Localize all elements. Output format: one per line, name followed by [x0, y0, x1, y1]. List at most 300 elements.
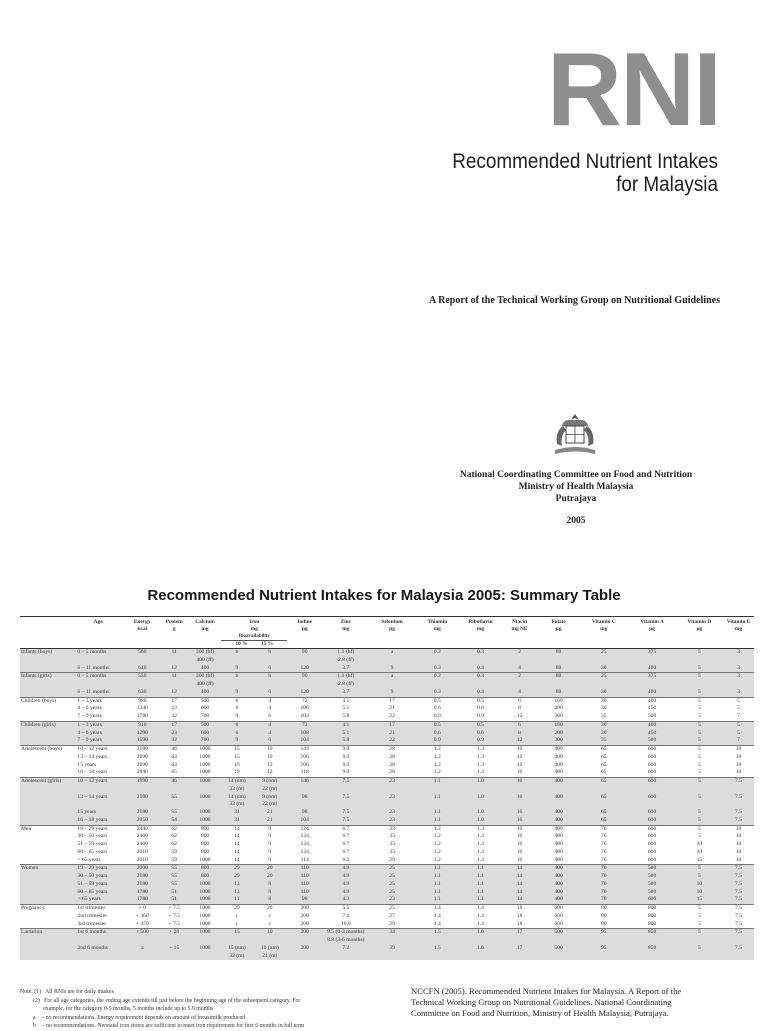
value-cell: 5	[697, 905, 701, 911]
value-cell: 800	[647, 912, 657, 919]
summary-table-title: Recommended Nutrient Intakes for Malaysia 2005: Summary Table	[147, 587, 621, 604]
age-cell: 1 – 3 years	[71, 721, 124, 729]
age-cell	[71, 937, 124, 945]
value-cell: 14 (nm)	[221, 794, 252, 802]
value-cell: 17	[501, 945, 538, 953]
rni-logo: RNI	[546, 32, 720, 148]
value-cell: 5	[676, 778, 723, 786]
value-cell	[125, 937, 160, 945]
value-cell: 400	[189, 689, 222, 697]
value-cell: 80	[538, 689, 579, 697]
value-cell: 15 (nm)	[221, 945, 252, 953]
value-cell: 1000	[189, 929, 222, 937]
value-cell: 9	[268, 848, 272, 855]
value-cell: 6.7	[342, 848, 350, 855]
value-cell	[723, 953, 754, 961]
value-cell	[369, 786, 414, 794]
value-cell: 3	[723, 649, 754, 657]
value-cell: 106	[300, 761, 309, 768]
value-cell: 27	[389, 912, 395, 919]
value-cell: 0.3	[460, 649, 501, 657]
value-cell: 500	[189, 721, 222, 729]
value-cell: 98	[287, 794, 322, 802]
value-cell: 1.0	[460, 794, 501, 802]
age-cell: 7 – 9 years	[71, 737, 124, 745]
value-cell: 600	[554, 905, 563, 911]
value-cell	[723, 657, 754, 665]
age-cell: 4 – 6 years	[71, 730, 124, 738]
table-row	[20, 841, 754, 849]
value-cell: 29	[389, 920, 395, 927]
table-row	[20, 649, 754, 657]
value-cell: 0.5	[415, 721, 460, 729]
value-cell: 4.3	[322, 896, 369, 904]
value-cell: 55	[160, 881, 189, 889]
value-cell: 6.7	[342, 833, 350, 840]
value-cell: 9	[268, 825, 272, 832]
value-cell: 1000	[199, 920, 211, 927]
value-cell: 3.7	[322, 665, 369, 673]
value-cell: 7.5	[723, 778, 754, 786]
table-row	[20, 794, 754, 802]
value-cell: 5	[697, 825, 701, 832]
value-cell: 95	[579, 945, 628, 953]
value-cell	[221, 657, 252, 665]
value-cell	[252, 937, 287, 945]
table-row	[20, 769, 754, 777]
value-cell: 17	[369, 721, 414, 729]
value-cell: 1.4	[433, 912, 441, 919]
value-cell: 1.0	[460, 778, 501, 786]
value-cell: 16	[516, 833, 523, 840]
value-cell: 16	[501, 778, 538, 786]
value-cell: 0.3	[415, 689, 460, 697]
value-cell: 1.3	[476, 825, 484, 832]
value-cell: 1340	[136, 705, 148, 712]
value-cell: 65	[579, 817, 628, 825]
value-cell: 0.3	[460, 673, 501, 681]
value-cell: b	[221, 673, 252, 681]
value-cell: 1.3	[476, 841, 484, 847]
value-cell: 1.2	[433, 833, 441, 840]
value-cell: 65	[600, 761, 607, 768]
value-cell: 14	[501, 889, 538, 897]
value-cell: 300 (bf)	[189, 673, 222, 681]
value-cell: 14	[501, 865, 538, 873]
age-cell: 2nd 6 months	[71, 945, 124, 953]
value-cell: 9	[268, 841, 272, 847]
value-cell: 600	[628, 817, 675, 825]
value-cell: 22 (m)	[252, 786, 287, 794]
value-cell: 16	[516, 769, 523, 776]
value-cell: 640	[125, 665, 160, 673]
value-cell: 80	[600, 912, 607, 919]
table-row	[20, 801, 754, 809]
value-cell: 0.9	[433, 713, 441, 719]
value-cell	[415, 657, 460, 665]
value-cell: c	[268, 912, 271, 919]
table-row	[20, 953, 754, 961]
value-cell: 8	[252, 896, 287, 904]
value-cell: 25	[389, 905, 395, 911]
value-cell: 5.1	[322, 730, 369, 738]
value-cell: 6	[252, 737, 287, 745]
value-cell: 400	[628, 665, 675, 673]
value-cell	[501, 681, 538, 689]
value-cell: 9.0	[342, 761, 350, 768]
value-cell: 124	[300, 848, 309, 855]
value-cell: 14	[234, 833, 240, 840]
value-cell: 5	[697, 769, 701, 776]
value-cell	[415, 937, 460, 945]
value-cell: 9	[369, 665, 414, 673]
value-cell: 21	[369, 730, 414, 738]
value-cell: 14 (nm)	[221, 778, 252, 786]
value-cell: 1000	[199, 753, 211, 760]
value-cell: 80	[538, 673, 579, 681]
value-cell: 110	[287, 865, 322, 873]
header-group	[20, 617, 71, 649]
value-cell: 3	[723, 665, 754, 673]
value-cell: 124	[300, 825, 309, 832]
value-cell: 600	[628, 778, 675, 786]
value-cell	[125, 786, 160, 794]
value-cell: 1.1 (bf)	[322, 673, 369, 681]
value-cell: 500	[628, 865, 675, 873]
value-cell: 8	[252, 889, 287, 897]
value-cell: 7.5	[735, 905, 742, 911]
value-cell: 800	[200, 841, 210, 847]
value-cell: 80	[538, 649, 579, 657]
value-cell: 0.6	[476, 705, 484, 712]
group-women	[20, 865, 754, 905]
value-cell: 10	[735, 761, 742, 768]
value-cell: 10	[696, 848, 703, 855]
value-cell	[579, 953, 628, 961]
value-cell: 4	[268, 705, 272, 712]
value-cell: 29	[221, 865, 252, 873]
publication-year: 2005	[566, 516, 586, 526]
value-cell: 1.3	[476, 848, 484, 855]
table-row	[20, 713, 754, 721]
value-cell: 16	[516, 746, 523, 752]
table-row	[20, 945, 754, 953]
value-cell: 3	[723, 673, 754, 681]
value-cell: 8	[518, 705, 521, 712]
value-cell: 1.6	[460, 945, 501, 953]
value-cell: 1.3	[476, 833, 484, 840]
value-cell: 15	[676, 896, 723, 904]
value-cell: 400	[538, 778, 579, 786]
value-cell: 1.5	[415, 945, 460, 953]
value-cell: 4.1	[342, 697, 350, 704]
value-cell: 800	[200, 825, 210, 832]
value-cell: 6	[221, 721, 252, 729]
value-cell: 1000	[189, 945, 222, 953]
group-label: Lactation	[20, 929, 71, 961]
value-cell: 600	[647, 769, 657, 776]
value-cell: 1.2	[433, 856, 441, 863]
value-cell: 600	[628, 794, 675, 802]
value-cell: 500	[538, 945, 579, 953]
header-protein: Protein g	[165, 619, 183, 632]
value-cell: 1.2	[433, 841, 441, 847]
value-cell: 14	[234, 841, 240, 847]
table-row	[20, 689, 754, 697]
value-cell: 23	[160, 730, 189, 738]
value-cell: + 7.5	[168, 905, 180, 911]
value-cell	[369, 657, 414, 665]
value-cell: 104	[287, 737, 322, 745]
table-row	[20, 786, 754, 794]
table-row	[20, 865, 754, 873]
value-cell: 9.0	[342, 753, 350, 760]
value-cell: 0.5	[433, 697, 441, 704]
group-label: Adolescent (girls)	[20, 778, 71, 826]
table-row	[20, 673, 754, 681]
value-cell: 16	[501, 809, 538, 817]
value-cell: 62	[171, 825, 177, 832]
value-cell	[723, 786, 754, 794]
value-cell: 850	[628, 929, 675, 937]
value-cell: 25	[369, 873, 414, 881]
value-cell: 7.5	[322, 794, 369, 802]
value-cell: 1.3	[476, 769, 484, 776]
note-line: (2) For all age categories, the ending age extends till just before the beginning age of the subsequent category. For	[20, 997, 301, 1004]
value-cell: 22	[389, 713, 395, 719]
value-cell: 630	[125, 689, 160, 697]
value-cell: 14	[234, 825, 240, 832]
value-cell: 2180	[125, 809, 160, 817]
bioavailability-label: Bioavailability	[221, 633, 287, 641]
value-cell: a	[369, 649, 414, 657]
table-row	[20, 721, 754, 729]
value-cell	[460, 681, 501, 689]
value-cell: 5	[676, 730, 723, 738]
value-cell: 120	[287, 689, 322, 697]
value-cell: 5.8	[322, 737, 369, 745]
value-cell: b	[252, 649, 287, 657]
value-cell: a	[369, 673, 414, 681]
table-row	[20, 889, 754, 897]
value-cell: 14	[501, 896, 538, 904]
value-cell: 65	[600, 746, 607, 752]
value-cell: 1.1	[415, 865, 460, 873]
value-cell: 15	[234, 753, 240, 760]
value-cell: 51	[160, 889, 189, 897]
value-cell	[322, 786, 369, 794]
table-row	[20, 896, 754, 904]
value-cell	[628, 953, 675, 961]
value-cell: 5	[723, 730, 754, 738]
value-cell	[322, 953, 369, 961]
value-cell: 1000	[199, 746, 211, 752]
value-cell: 9	[369, 689, 414, 697]
organization-block	[400, 469, 752, 527]
table-row	[20, 778, 754, 786]
value-cell: 450	[647, 705, 657, 712]
value-cell	[538, 937, 579, 945]
table-row	[20, 746, 754, 754]
value-cell: 59	[171, 856, 177, 863]
bioavailability-percentages: 10 % 15 %	[235, 641, 274, 647]
value-cell: 1.1	[415, 817, 460, 825]
value-cell	[415, 953, 460, 961]
value-cell: 1000	[199, 769, 211, 776]
value-cell	[579, 786, 628, 794]
value-cell: 62	[171, 833, 177, 840]
value-cell: 30	[579, 665, 628, 673]
value-cell: 1000	[189, 809, 222, 817]
value-cell: 1.1	[415, 873, 460, 881]
value-cell	[189, 786, 222, 794]
ministry-name: Ministry of Health Malaysia	[518, 482, 634, 492]
value-cell: 4.9	[322, 889, 369, 897]
value-cell	[538, 681, 579, 689]
table-row	[20, 873, 754, 881]
value-cell: 0.9	[415, 737, 460, 745]
value-cell: 70	[600, 833, 607, 840]
value-cell: 11	[221, 881, 252, 889]
value-cell: 1.2	[433, 848, 441, 855]
value-cell: 2010	[136, 848, 148, 855]
value-cell: 1000	[189, 881, 222, 889]
value-cell: 32	[160, 737, 189, 745]
value-cell: 7.5	[322, 817, 369, 825]
value-cell: 500	[200, 697, 210, 704]
value-cell: 2.8 (ff)	[322, 657, 369, 665]
value-cell: 31	[221, 817, 252, 825]
value-cell: 21	[389, 705, 395, 712]
value-cell: 600	[628, 809, 675, 817]
value-cell	[628, 937, 675, 945]
value-cell: 2000	[125, 865, 160, 873]
value-cell: 14	[234, 848, 240, 855]
value-cell: 700	[200, 713, 210, 719]
value-cell: + 15	[160, 945, 189, 953]
value-cell: 1.0	[460, 817, 501, 825]
value-cell: 800	[647, 905, 657, 911]
value-cell: 400 (ff)	[189, 681, 222, 689]
value-cell: 5	[737, 697, 740, 704]
value-cell: 2840	[136, 769, 148, 776]
header-age: Age	[93, 619, 103, 625]
age-cell	[71, 786, 124, 794]
age-cell: 30 – 50 years	[71, 873, 124, 881]
value-cell: 200	[300, 920, 309, 927]
value-cell	[369, 681, 414, 689]
value-cell: 20	[252, 865, 287, 873]
value-cell	[189, 937, 222, 945]
value-cell: 35	[579, 737, 628, 745]
value-cell	[125, 681, 160, 689]
age-cell: 51 – 59 years	[71, 881, 124, 889]
value-cell: 0.5	[476, 697, 484, 704]
value-cell: 1000	[199, 856, 211, 863]
value-cell: 400	[554, 856, 563, 863]
value-cell	[501, 786, 538, 794]
value-cell: 32 (m)	[221, 953, 252, 961]
header-riboflavin: Riboflavin mg	[468, 619, 493, 632]
value-cell: 1.2	[433, 769, 441, 776]
value-cell	[160, 681, 189, 689]
value-cell: 2690	[136, 753, 148, 760]
value-cell: 560	[125, 649, 160, 657]
value-cell: 118	[300, 769, 309, 776]
header-iodine: Iodine µg	[297, 619, 313, 632]
value-cell: 600	[554, 920, 563, 927]
value-cell: 14	[501, 873, 538, 881]
value-cell: 2180	[125, 881, 160, 889]
value-cell: 1.1	[460, 896, 501, 904]
value-cell	[676, 937, 723, 945]
value-cell: 17	[171, 697, 177, 704]
value-cell: + 7.5	[168, 920, 180, 927]
value-cell	[125, 657, 160, 665]
title-line-1: Recommended Nutrient Intakes	[452, 150, 718, 173]
value-cell: 400	[554, 848, 563, 855]
value-cell: 5	[676, 817, 723, 825]
value-cell: 18	[516, 920, 523, 927]
value-cell: a	[125, 945, 160, 953]
value-cell: 10	[735, 753, 742, 760]
value-cell: 98	[287, 809, 322, 817]
header-niacin: Niacin mg NE	[511, 619, 528, 632]
age-cell: > 65 years	[71, 896, 124, 904]
value-cell: 70	[579, 865, 628, 873]
value-cell: 8.8 (3-6 months)	[322, 937, 369, 945]
value-cell: 6	[518, 697, 521, 704]
value-cell: 34	[369, 929, 414, 937]
value-cell: 10	[676, 889, 723, 897]
value-cell: 55	[160, 809, 189, 817]
value-cell: 16	[516, 753, 523, 760]
value-cell: 1000	[189, 817, 222, 825]
value-cell: 8	[501, 730, 538, 738]
value-cell: 10	[735, 841, 742, 847]
value-cell: 1.4	[433, 920, 441, 927]
value-cell: 1.1	[415, 889, 460, 897]
value-cell: 200	[300, 912, 309, 919]
age-cell: 3rd trimester	[77, 920, 107, 927]
value-cell: 1.2	[433, 746, 441, 752]
value-cell	[287, 657, 322, 665]
value-cell: 600	[554, 912, 563, 919]
value-cell: + 470	[135, 920, 149, 927]
value-cell	[415, 681, 460, 689]
value-cell: 800	[200, 833, 210, 840]
value-cell: 23	[369, 778, 414, 786]
value-cell: 400	[628, 689, 675, 697]
value-cell: 106	[300, 753, 309, 760]
table-row	[20, 754, 754, 762]
value-cell: 7.5	[322, 778, 369, 786]
value-cell: 62	[171, 841, 177, 847]
group-pregnancy	[20, 905, 754, 929]
value-cell: 33	[389, 833, 395, 840]
value-cell: 46	[160, 778, 189, 786]
value-cell: 110	[287, 889, 322, 897]
age-cell: 19 – 29 years	[71, 865, 124, 873]
value-cell: 7.0	[342, 912, 350, 919]
value-cell: 19	[234, 769, 240, 776]
value-cell: 1.4	[433, 905, 441, 911]
value-cell: 1.1	[415, 881, 460, 889]
value-cell: 14	[501, 881, 538, 889]
value-cell: 16	[501, 794, 538, 802]
note-line: b – no recommendations. Neonatal iron stores are sufficient to meet iron requirement for first 6 months in full term	[20, 1023, 305, 1029]
value-cell: 200	[287, 929, 322, 937]
